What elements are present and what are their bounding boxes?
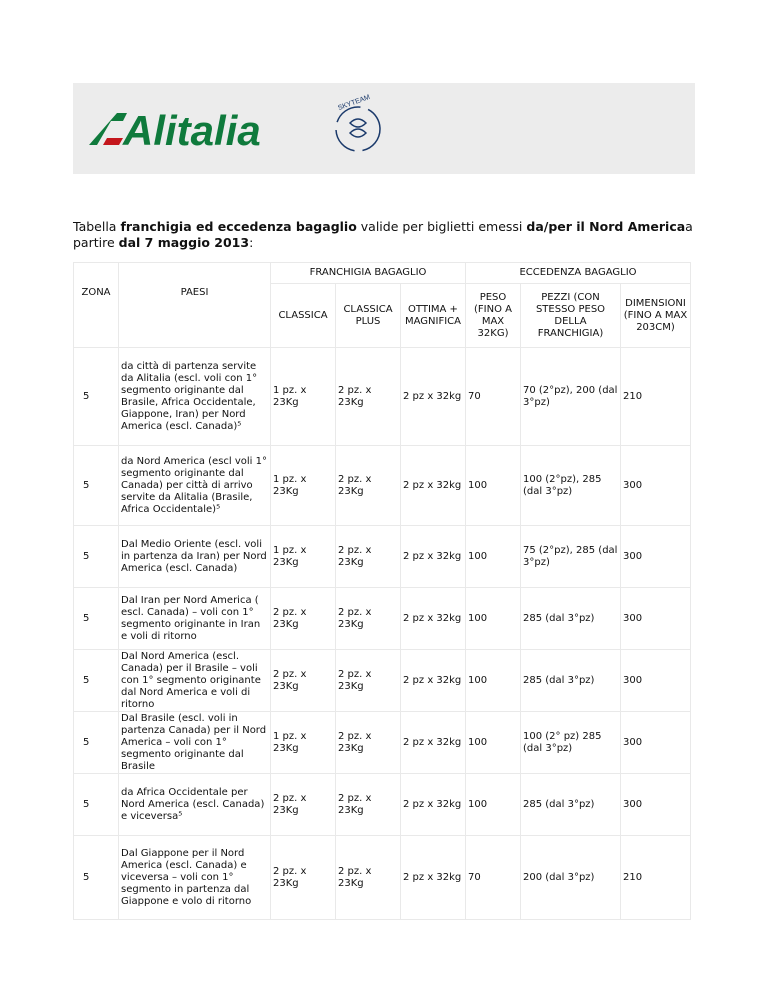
cell-peso: 100 xyxy=(466,526,521,588)
cell-zona: 5 xyxy=(74,650,119,712)
cell-classica-plus: 2 pz. x 23Kg xyxy=(336,650,401,712)
cell-paesi: Dal Nord America (escl. Canada) per il Brasile – voli con 1° segmento originante dal Nord America e voli di ritorno xyxy=(119,650,271,712)
cell-paesi: da Africa Occidentale per Nord America (escl. Canada) e viceversa⁵ xyxy=(119,774,271,836)
cell-peso: 100 xyxy=(466,650,521,712)
cell-zona: 5 xyxy=(74,526,119,588)
cell-ottima: 2 pz x 32kg xyxy=(401,836,466,920)
cell-peso: 70 xyxy=(466,348,521,446)
cell-classica: 2 pz. x 23Kg xyxy=(271,650,336,712)
cell-dimensioni: 300 xyxy=(621,446,691,526)
cell-dimensioni: 300 xyxy=(621,712,691,774)
page-heading xyxy=(73,219,703,251)
cell-classica-plus: 2 pz. x 23Kg xyxy=(336,588,401,650)
cell-pezzi: 285 (dal 3°pz) xyxy=(521,588,621,650)
cell-paesi: Dal Giappone per il Nord America (escl. Canada) e viceversa – voli con 1° segmento in partenza dal Giappone e volo di ritorno xyxy=(119,836,271,920)
cell-classica-plus: 2 pz. x 23Kg xyxy=(336,836,401,920)
cell-pezzi: 100 (2°pz), 285 (dal 3°pz) xyxy=(521,446,621,526)
header-peso: PESO (FINO A MAX 32KG) xyxy=(466,284,521,348)
cell-zona: 5 xyxy=(74,774,119,836)
header-dimensioni: DIMENSIONI (FINO A MAX 203CM) xyxy=(621,284,691,348)
cell-paesi: da città di partenza servite da Alitalia (escl. voli con 1° segmento originante dal Brasile, Africa Occidentale, Giappone, Iran) per Nord America (escl. Canada)⁵ xyxy=(119,348,271,446)
cell-zona: 5 xyxy=(74,446,119,526)
skyteam-emblem xyxy=(336,107,380,151)
header-paesi: PAESI xyxy=(119,263,271,348)
heading-part: Tabella xyxy=(73,219,121,234)
cell-ottima: 2 pz x 32kg xyxy=(401,712,466,774)
cell-pezzi: 285 (dal 3°pz) xyxy=(521,774,621,836)
cell-dimensioni: 300 xyxy=(621,774,691,836)
cell-pezzi: 100 (2° pz) 285 (dal 3°pz) xyxy=(521,712,621,774)
cell-dimensioni: 210 xyxy=(621,836,691,920)
cell-classica: 1 pz. x 23Kg xyxy=(271,446,336,526)
cell-peso: 100 xyxy=(466,588,521,650)
table-row xyxy=(74,526,691,588)
cell-dimensioni: 300 xyxy=(621,650,691,712)
cell-zona: 5 xyxy=(74,588,119,650)
cell-dimensioni: 210 xyxy=(621,348,691,446)
heading-bold: da/per il Nord America xyxy=(526,219,686,234)
alitalia-logo xyxy=(83,91,413,167)
cell-classica-plus: 2 pz. x 23Kg xyxy=(336,774,401,836)
header-franchigia: FRANCHIGIA BAGAGLIO xyxy=(271,263,466,284)
heading-part: : xyxy=(249,235,254,250)
cell-ottima: 2 pz x 32kg xyxy=(401,446,466,526)
cell-paesi: Dal Brasile (escl. voli in partenza Canada) per il Nord America – voli con 1° segmento originante dal Brasile xyxy=(119,712,271,774)
cell-ottima: 2 pz x 32kg xyxy=(401,774,466,836)
cell-peso: 100 xyxy=(466,446,521,526)
cell-paesi: da Nord America (escl voli 1° segmento originante dal Canada) per città di arrivo servite da Alitalia (Brasile, Africa Occidentale)⁵ xyxy=(119,446,271,526)
heading-part: a partire xyxy=(73,219,693,250)
cell-zona: 5 xyxy=(74,836,119,920)
table-row xyxy=(74,446,691,526)
brand-wordmark: Alitalia xyxy=(123,107,261,154)
cell-peso: 100 xyxy=(466,774,521,836)
cell-classica: 1 pz. x 23Kg xyxy=(271,348,336,446)
cell-ottima: 2 pz x 32kg xyxy=(401,588,466,650)
table-body xyxy=(74,348,691,920)
table-row xyxy=(74,774,691,836)
header-classica-plus: CLASSICA PLUS xyxy=(336,284,401,348)
cell-paesi: Dal Iran per Nord America ( escl. Canada) – voli con 1° segmento originante in Iran e voli di ritorno xyxy=(119,588,271,650)
heading-bold: franchigia ed eccedenza bagaglio xyxy=(120,219,357,234)
table-row xyxy=(74,712,691,774)
cell-zona: 5 xyxy=(74,348,119,446)
cell-ottima: 2 pz x 32kg xyxy=(401,650,466,712)
header-ottima: OTTIMA + MAGNIFICA xyxy=(401,284,466,348)
header-row-groups xyxy=(74,263,691,284)
cell-classica: 2 pz. x 23Kg xyxy=(271,588,336,650)
header-classica: CLASSICA xyxy=(271,284,336,348)
baggage-table xyxy=(73,262,691,920)
cell-ottima: 2 pz x 32kg xyxy=(401,348,466,446)
cell-dimensioni: 300 xyxy=(621,526,691,588)
cell-pezzi: 75 (2°pz), 285 (dal 3°pz) xyxy=(521,526,621,588)
cell-pezzi: 285 (dal 3°pz) xyxy=(521,650,621,712)
logo-banner xyxy=(73,83,695,174)
table-row xyxy=(74,588,691,650)
cell-pezzi: 200 (dal 3°pz) xyxy=(521,836,621,920)
cell-classica-plus: 2 pz. x 23Kg xyxy=(336,526,401,588)
cell-zona: 5 xyxy=(74,712,119,774)
header-zona: ZONA xyxy=(74,263,119,348)
cell-peso: 70 xyxy=(466,836,521,920)
cell-classica-plus: 2 pz. x 23Kg xyxy=(336,348,401,446)
alliance-label: SKYTEAM xyxy=(337,93,372,113)
cell-classica: 1 pz. x 23Kg xyxy=(271,526,336,588)
header-pezzi: PEZZI (CON STESSO PESO DELLA FRANCHIGIA) xyxy=(521,284,621,348)
cell-classica: 2 pz. x 23Kg xyxy=(271,836,336,920)
heading-bold: dal 7 maggio 2013 xyxy=(118,235,250,250)
table-row xyxy=(74,348,691,446)
cell-peso: 100 xyxy=(466,712,521,774)
cell-pezzi: 70 (2°pz), 200 (dal 3°pz) xyxy=(521,348,621,446)
cell-ottima: 2 pz x 32kg xyxy=(401,526,466,588)
cell-classica: 2 pz. x 23Kg xyxy=(271,774,336,836)
table-row xyxy=(74,836,691,920)
cell-classica: 1 pz. x 23Kg xyxy=(271,712,336,774)
header-eccedenza: ECCEDENZA BAGAGLIO xyxy=(466,263,691,284)
cell-paesi: Dal Medio Oriente (escl. voli in partenza da Iran) per Nord America (escl. Canada) xyxy=(119,526,271,588)
cell-dimensioni: 300 xyxy=(621,588,691,650)
heading-part: valide per biglietti emessi xyxy=(356,219,527,234)
cell-classica-plus: 2 pz. x 23Kg xyxy=(336,446,401,526)
table-row xyxy=(74,650,691,712)
cell-classica-plus: 2 pz. x 23Kg xyxy=(336,712,401,774)
